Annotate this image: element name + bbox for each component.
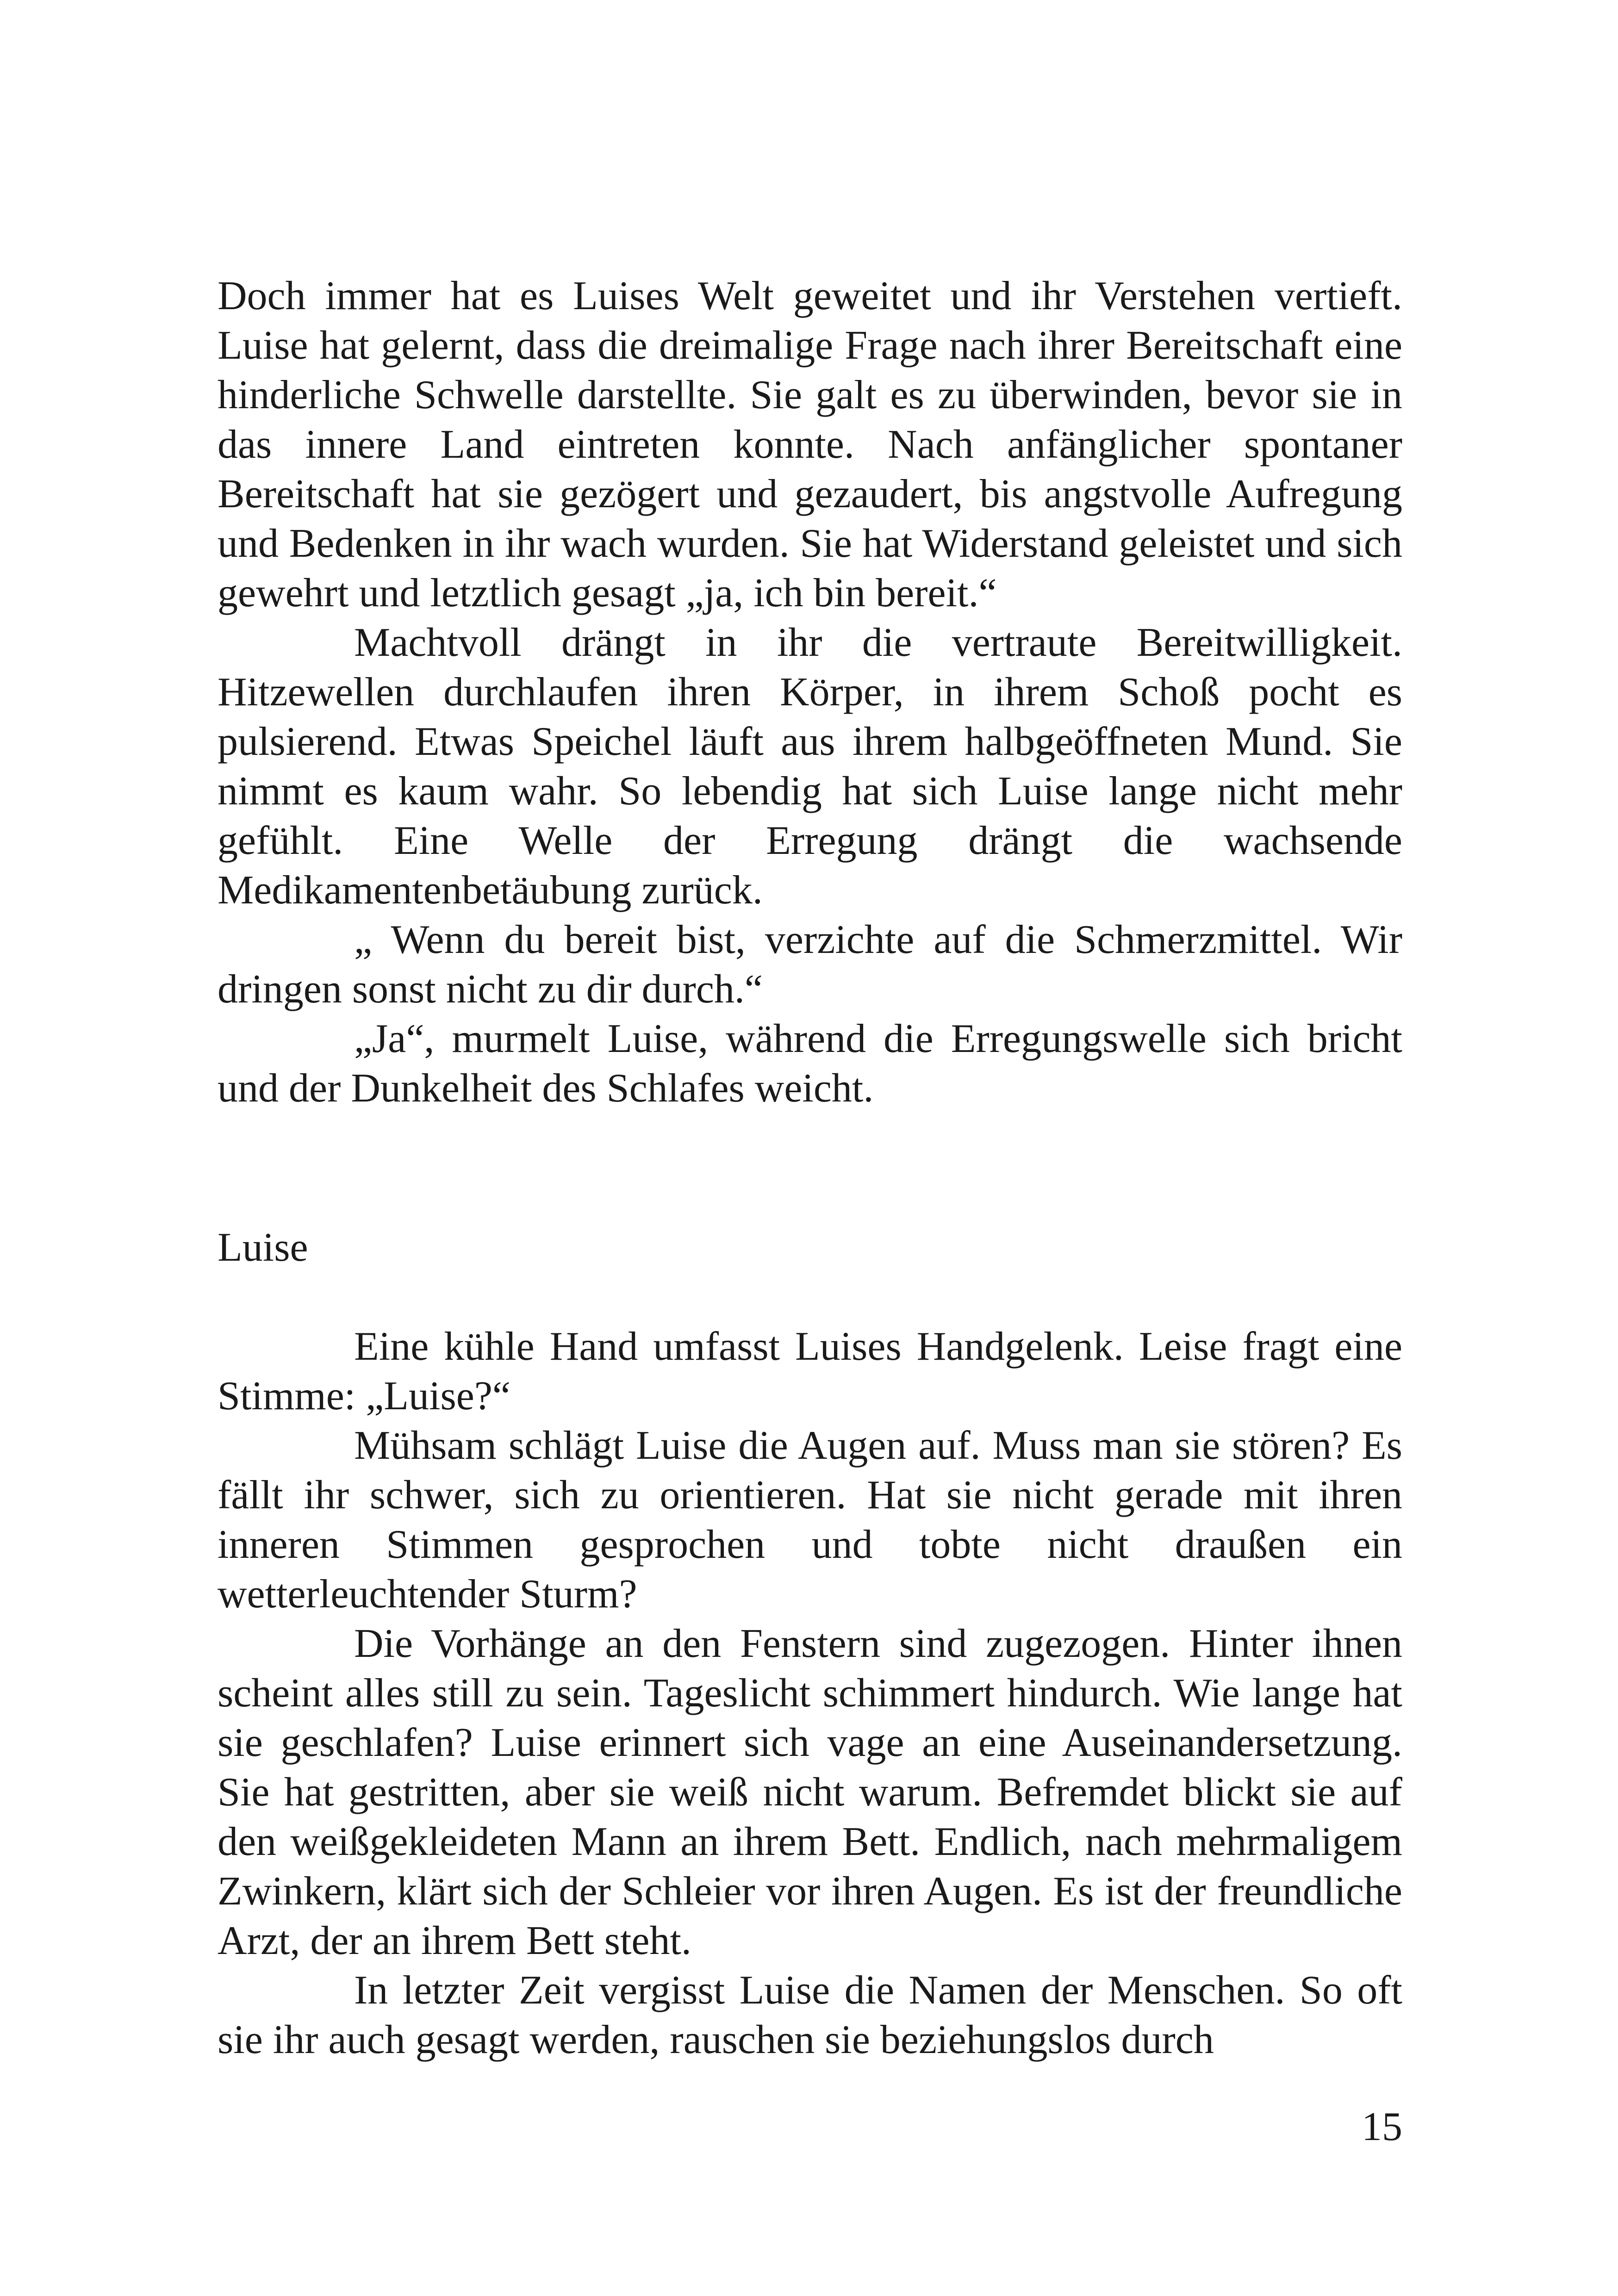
page-number: 15 — [1362, 2104, 1402, 2149]
paragraph: Doch immer hat es Luises Welt geweitet und ihr Verstehen vertieft. Luise hat gelernt, dass die dreimalige Frage nach ihrer Bereitschaft eine hinderliche Schwelle darstellte. Sie galt es zu überwinden, bevor sie in das innere Land eintreten konnte. Nach anfänglicher spontaner Bereitschaft hat sie gezögert und gezaudert, bis angstvolle Aufregung und Bedenken in ihr wach wurden. Sie hat Widerstand geleistet und sich gewehrt und letztlich gesagt „ja, ich bin bereit.“ — [218, 274, 1402, 616]
paragraph: Die Vorhänge an den Fenstern sind zugezogen. Hinter ihnen scheint alles still zu sein. Tageslicht schimmert hindurch. Wie lange hat sie geschlafen? Luise erinnert sich vage an eine Auseinandersetzung. Sie hat gestritten, aber sie weiß nicht warum. Befremdet blickt sie auf den weißgekleideten Mann an ihrem Bett. Endlich, nach mehrmaligem Zwinkern, klärt sich der Schleier vor ihren Augen. Es ist der freundliche Arzt, der an ihrem Bett steht. — [218, 1621, 1402, 1963]
paragraph: Mühsam schlägt Luise die Augen auf. Muss man sie stören? Es fällt ihr schwer, sich zu orientieren. Hat sie nicht gerade mit ihren inneren Stimmen gesprochen und tobte nicht draußen ein wetterleuchtender Sturm? — [218, 1423, 1402, 1617]
section-heading: Luise — [218, 1225, 308, 1270]
text-section-one — [218, 271, 1402, 1113]
paragraph: „ Wenn du bereit bist, verzichte auf die Schmerzmittel. Wir dringen sonst nicht zu dir durch.“ — [218, 917, 1402, 1012]
paragraph: Eine kühle Hand umfasst Luises Handgelenk. Leise fragt eine Stimme: „Luise?“ — [218, 1324, 1402, 1419]
text-section-two — [218, 1322, 1402, 2065]
paragraph: „Ja“, murmelt Luise, während die Erregungswelle sich bricht und der Dunkelheit des Schlafes weicht. — [218, 1016, 1402, 1111]
paragraph: Machtvoll drängt in ihr die vertraute Bereitwilligkeit. Hitzewellen durchlaufen ihren Körper, in ihrem Schoß pocht es pulsierend. Etwas Speichel läuft aus ihrem halbgeöffneten Mund. Sie nimmt es kaum wahr. So lebendig hat sich Luise lange nicht mehr gefühlt. Eine Welle der Erregung drängt die wachsende Medikamentenbetäubung zurück. — [218, 620, 1402, 913]
paragraph: In letzter Zeit vergisst Luise die Namen der Menschen. So oft sie ihr auch gesagt werden, rauschen sie beziehungslos durch — [218, 1968, 1402, 2062]
